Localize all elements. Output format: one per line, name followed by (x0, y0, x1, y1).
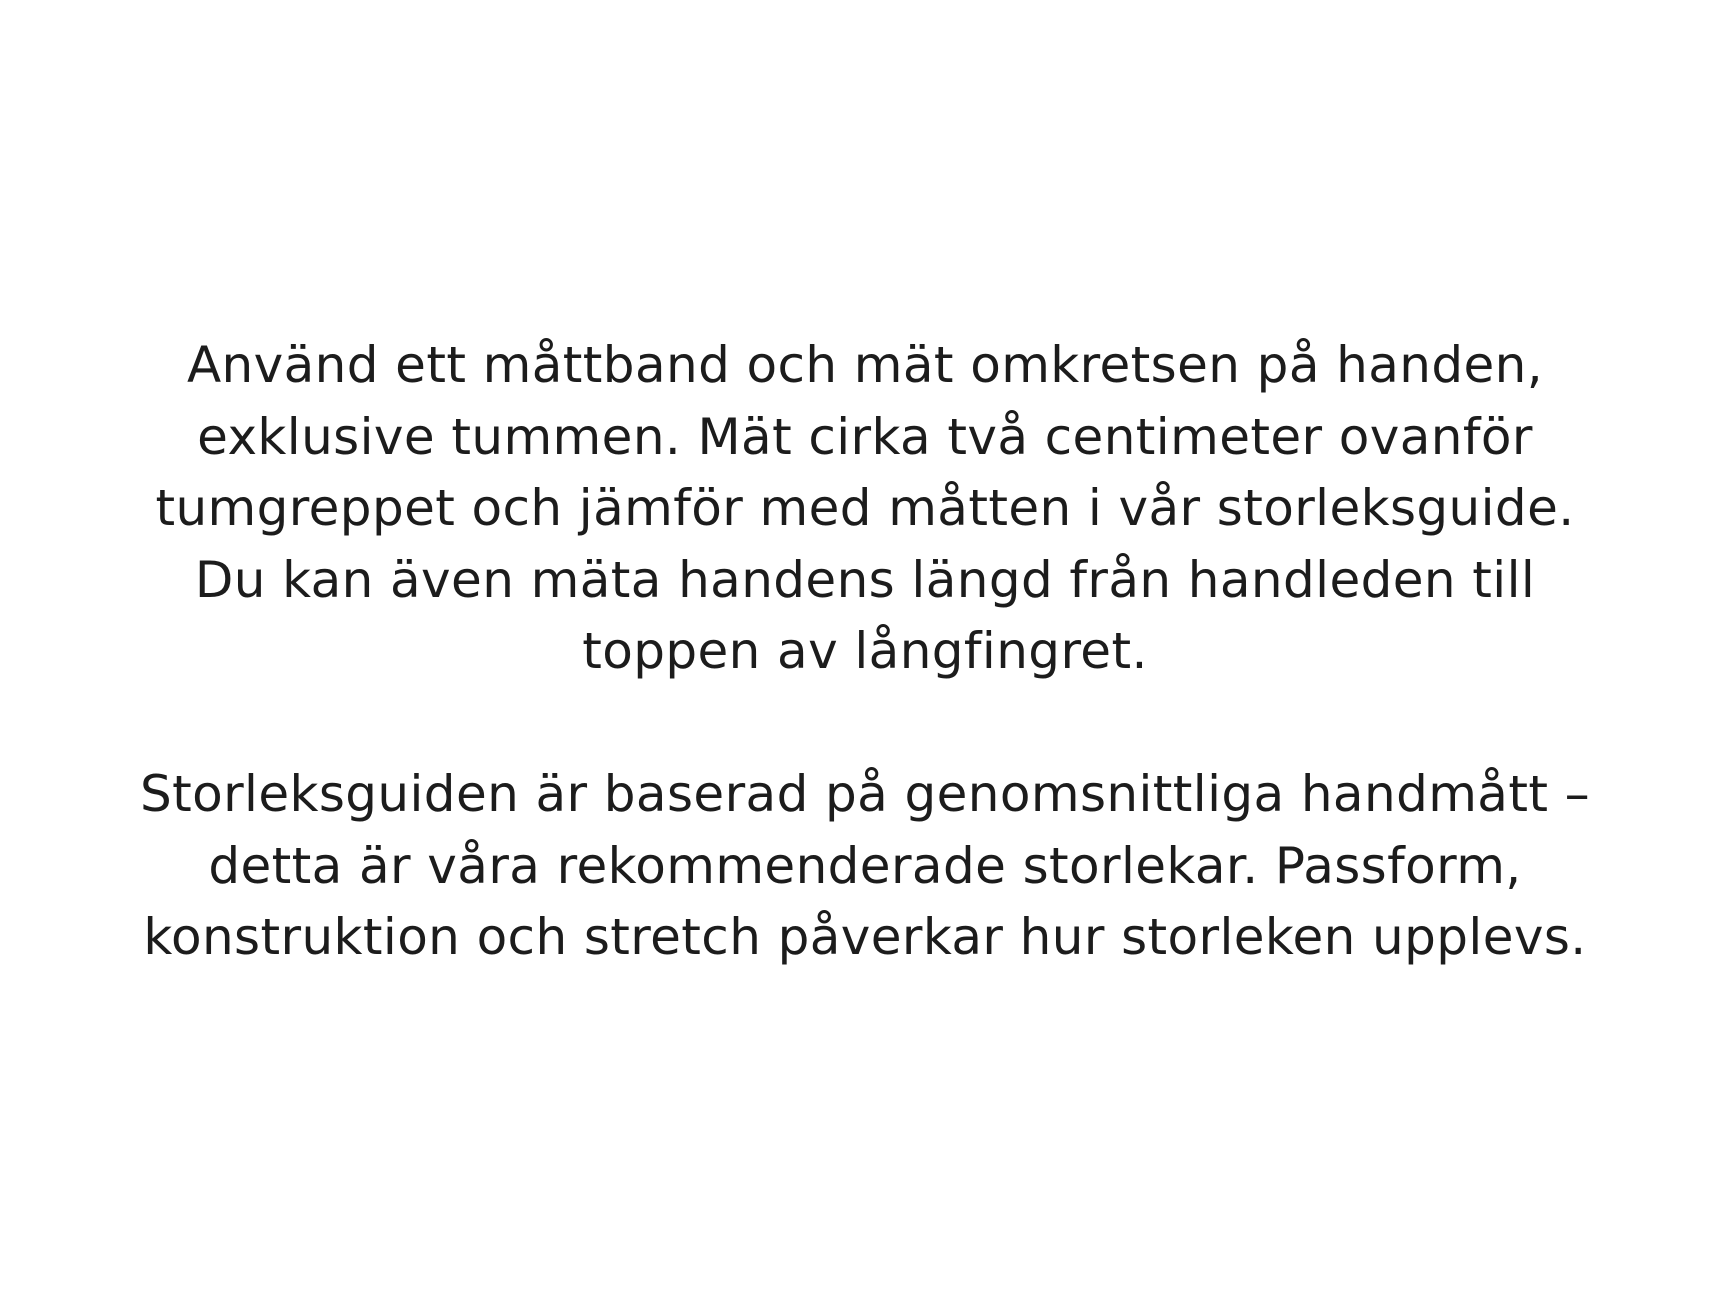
paragraph-spacer (0, 688, 1730, 760)
text-line: exklusive tummen. Mät cirka två centimeter ovanför (197, 407, 1533, 466)
measuring-instructions-paragraph (0, 330, 1730, 688)
size-guide-text (0, 330, 1730, 974)
text-line: Använd ett måttband och mät omkretsen på handen, (186, 336, 1544, 394)
text-line: toppen av långfingret. (582, 622, 1148, 680)
size-guide-disclaimer-paragraph (0, 759, 1730, 974)
text-line: konstruktion och stretch påverkar hur storleken upplevs. (143, 908, 1587, 966)
text-line: tumgreppet och jämför med måtten i vår storleksguide. (155, 479, 1575, 537)
text-line: detta är våra rekommenderade storlekar. Passform, (208, 836, 1522, 895)
text-line: Storleksguiden är baserad på genomsnittliga handmått – (139, 765, 1591, 823)
text-line: Du kan även mäta handens längd från handleden till (194, 550, 1536, 609)
